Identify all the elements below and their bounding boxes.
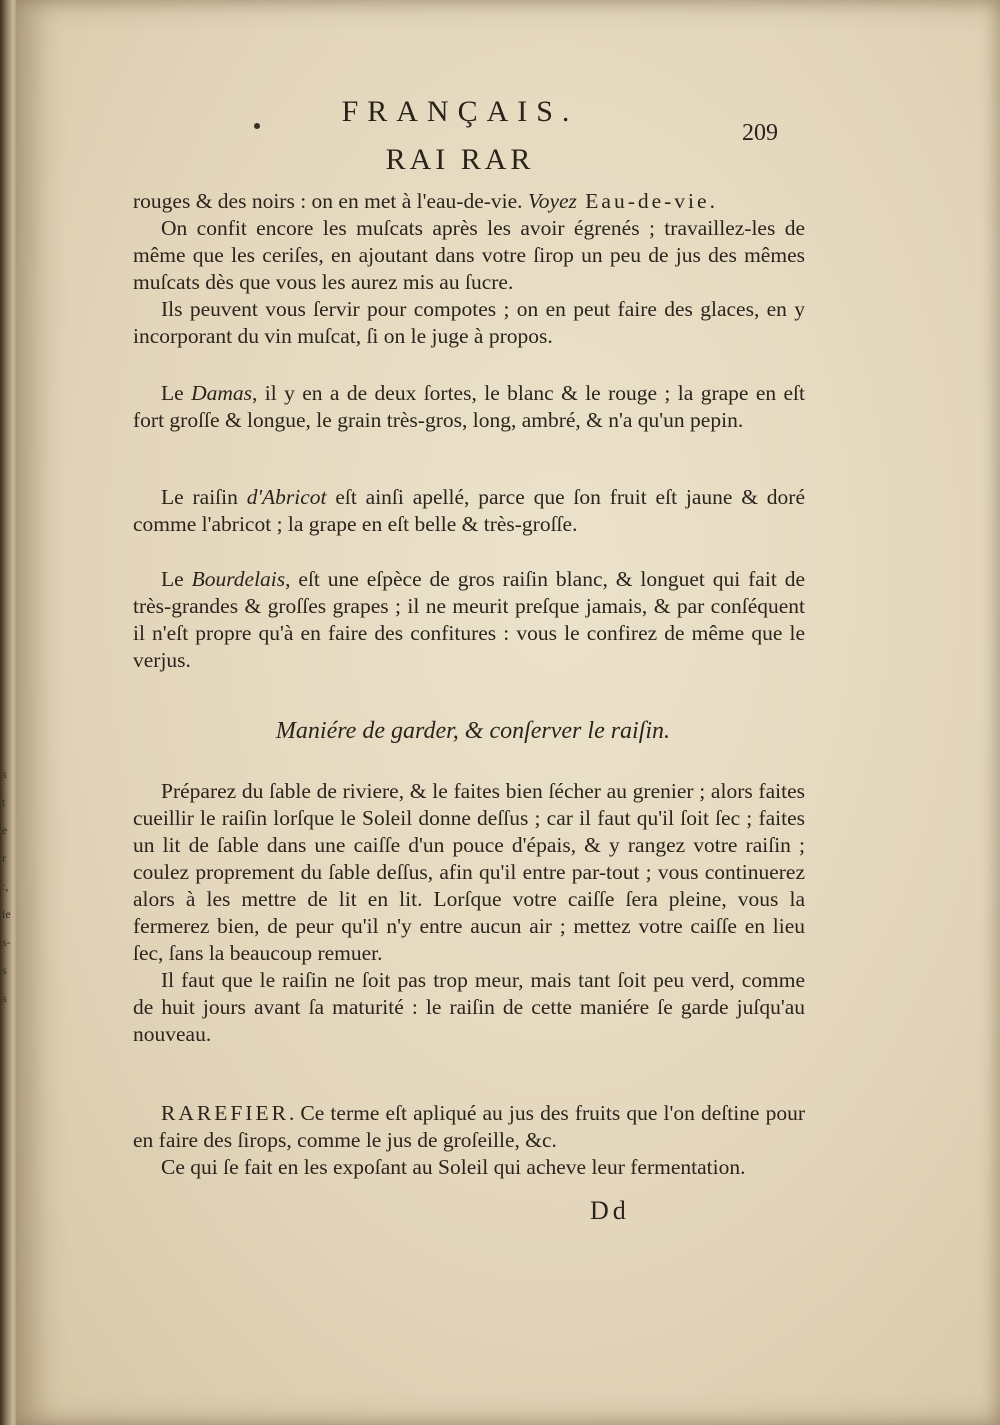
grape-variety-term: Bourdelais: [191, 567, 286, 591]
paragraph: [133, 566, 805, 674]
paragraph: Ce qui ſe fait en les expoſant au Soleil qui acheve leur fermentation.: [161, 1155, 746, 1179]
text-block-bourdelais: [133, 566, 805, 674]
paragraph: [133, 1100, 805, 1154]
paragraph-text: eſt ainſi apellé, parce que ſon fruit eſt jaune & doré comme l'abricot ; la grape en eſt belle & très-groſſe.: [133, 485, 805, 536]
paragraph-text: , il y en a de deux ſortes, le blanc & le rouge ; la grape en eſt fort groſſe & longue, le grain très-gros, long, ambré, & n'a qu'un pepin.: [133, 381, 805, 432]
paragraph: [133, 484, 805, 538]
paragraph: On confit encore les muſcats après les avoir égrenés ; travaillez-les de même que les ceriſes, en ajoutant dans votre ſirop un peu de jus des mêmes muſcats dès que vous les aurez mis au ſucre.: [133, 216, 805, 294]
cross-reference-term: Eau-de-vie.: [576, 189, 718, 213]
grape-variety-term: d'Abricot: [246, 485, 327, 509]
dictionary-headword: RAREFIER: [161, 1101, 289, 1125]
paragraph-text: Le raiſin: [161, 485, 247, 509]
signature-mark: Dd: [590, 1196, 630, 1225]
edge-mark: r: [2, 851, 6, 865]
paragraph-text: . Ce terme eſt apliqué au jus des fruits que l'on deſtine pour en faire des ſirops, comme le jus de groſeille, &c.: [133, 1101, 805, 1152]
grape-variety-term: Damas: [191, 381, 252, 405]
paragraph-text: rouges & des noirs : on en met à l'eau-de-vie.: [133, 189, 528, 213]
paragraph: [133, 188, 805, 215]
edge-mark: le: [2, 907, 11, 921]
paragraph-text: , eſt une eſpèce de gros raiſin blanc, & longuet qui fait de très-grandes & groſſes grapes ; il ne meurit preſque jamais, & par conſéquent il n'eſt propre qu'à en faire des confitures : vous le confirez de même que le verjus.: [133, 567, 805, 672]
opposite-page-edge-marks: [2, 760, 14, 1012]
page-number: 209: [742, 120, 778, 146]
paragraph: [133, 380, 805, 434]
text-block-rarefier: [133, 1100, 805, 1181]
text-block-1: [133, 188, 805, 350]
ornament-dot: [254, 123, 260, 129]
paragraph-text: Le: [161, 567, 192, 591]
book-gutter: [0, 0, 16, 1425]
cross-reference-word: Voyez: [527, 189, 577, 213]
paragraph: Ils peuvent vous ſervir pour compotes ; on en peut faire des glaces, en y incorporant du vin muſcat, ſi on le juge à propos.: [133, 297, 805, 348]
text-block-damas: [133, 380, 805, 434]
section-heading: Maniére de garder, & conſerver le raiſin.: [275, 718, 671, 744]
paragraph: Préparez du ſable de riviere, & le faites bien ſécher au grenier ; alors faites cueillir le raiſin lorſque le Soleil donne deſſus ; car il faut qu'il ſoit ſec ; faites un lit de ſable dans une caiſſe d'un pouce d'épais, & y rangez votre raiſin ; coulez proprement du ſable deſſus, afin qu'il entre par-tout ; vous continuerez alors à les mettre de lit en lit. Lorſque votre caiſſe ſera pleine, vous la fermerez bien, de peur qu'il n'y entre aucun air ; mettez votre caiſſe en lieu ſec, ſans la beaucoup remuer.: [133, 779, 805, 965]
running-title: FRANÇAIS.: [341, 95, 579, 128]
edge-mark: s: [2, 767, 7, 781]
edge-mark: s-: [2, 935, 11, 949]
edge-mark: :,: [2, 879, 9, 893]
text-block-conservation: [133, 778, 805, 1048]
edge-mark: s: [2, 991, 7, 1005]
edge-mark: s: [2, 963, 7, 977]
text-block-abricot: [133, 484, 805, 538]
edge-mark: t: [2, 795, 6, 809]
guide-words: RAI RAR: [385, 143, 535, 176]
paragraph: Il faut que le raiſin ne ſoit pas trop meur, mais tant ſoit peu verd, comme de huit jours avant ſa maturité : le raiſin de cette maniére ſe garde juſqu'au nouveau.: [133, 968, 805, 1046]
edge-mark: e: [2, 823, 8, 837]
paragraph-text: Le: [161, 381, 192, 405]
